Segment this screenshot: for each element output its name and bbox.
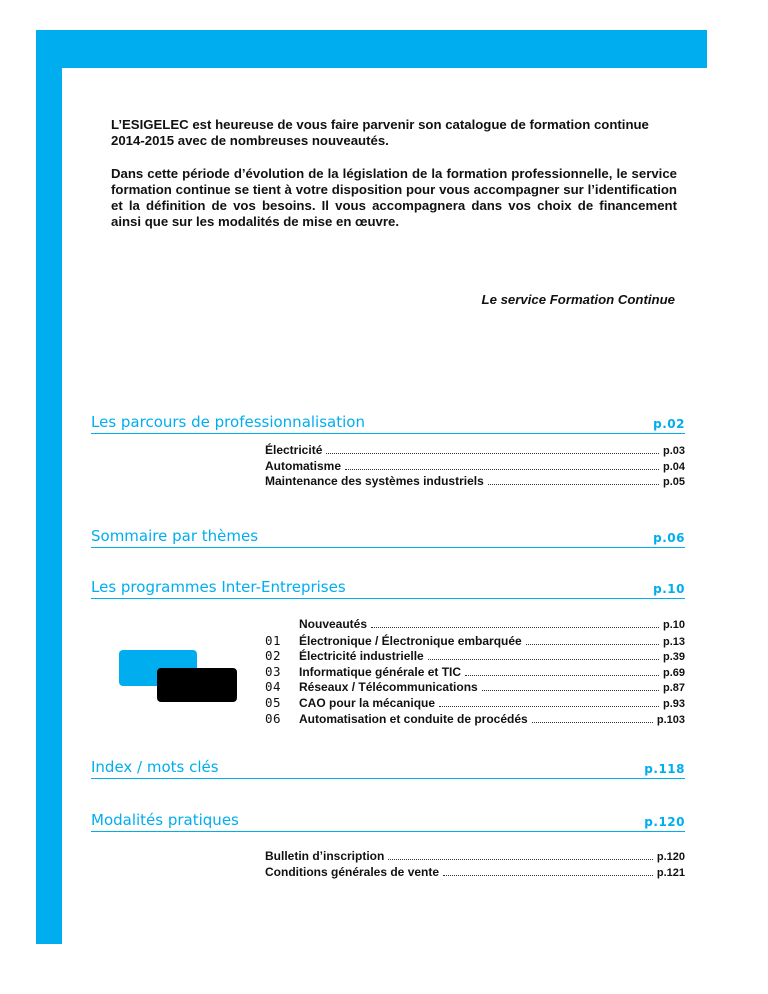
section-page: p.120 [644, 815, 685, 829]
dot-leader [388, 859, 653, 860]
toc-entry[interactable] [265, 711, 685, 727]
section-sommaire[interactable] [91, 525, 685, 548]
dot-leader [465, 675, 659, 676]
programmes-list [265, 617, 685, 726]
toc-page: p.69 [662, 666, 685, 679]
toc-page: p.03 [662, 445, 685, 457]
signature: Le service Formation Continue [481, 292, 675, 307]
section-page: p.06 [653, 531, 685, 545]
theme-number: 06 [265, 710, 282, 726]
dot-leader [526, 644, 659, 645]
dot-leader [482, 690, 659, 691]
toc-entry[interactable] [265, 474, 685, 490]
toc-label: Automatisation et conduite de procédés [299, 711, 528, 726]
toc-entry[interactable] [265, 865, 685, 881]
theme-number: 03 [265, 663, 282, 679]
toc-entry[interactable] [265, 648, 685, 664]
theme-number: 01 [265, 632, 282, 648]
toc-page: p.121 [656, 866, 685, 879]
theme-number: 04 [265, 679, 282, 695]
toc-label: Automatisme [265, 458, 342, 473]
theme-number: 05 [265, 694, 282, 710]
toc-page: p.93 [662, 697, 685, 710]
toc-entry[interactable] [265, 443, 685, 459]
toc-entry[interactable] [265, 695, 685, 711]
toc-entry[interactable] [265, 664, 685, 680]
theme-number: 02 [265, 648, 282, 664]
section-title[interactable]: Index / mots clés [91, 758, 219, 776]
section-title[interactable]: Les programmes Inter-Entreprises [91, 578, 346, 596]
intro-text [111, 117, 677, 247]
toc-label: Nouveautés [299, 617, 368, 631]
intro-paragraph-2: Dans cette période d’évolution de la législation de la formation professionnelle, le service formation continue se tient à votre disposition pour vous accompagner sur l’identification et la définition de vos besoins. Il vous accompagnera dans vos choix de financement ainsi que sur les modalités de mise en œuvre. [111, 165, 677, 230]
toc-page: p.39 [662, 651, 685, 664]
section-title[interactable]: Modalités pratiques [91, 811, 239, 829]
toc-entry[interactable] [265, 633, 685, 649]
toc-page: p.10 [662, 619, 685, 631]
dot-leader [428, 659, 659, 660]
toc-entry[interactable] [265, 849, 685, 865]
toc-entry[interactable] [265, 459, 685, 475]
section-page: p.02 [653, 417, 685, 431]
toc-page: p.120 [656, 851, 685, 863]
toc-label: Électricité [265, 443, 323, 457]
modalites-list [265, 849, 685, 880]
toc-page: p.13 [662, 635, 685, 648]
toc-entry[interactable] [265, 617, 685, 633]
toc-label: Réseaux / Télécommunications [299, 680, 478, 695]
toc-entry[interactable] [265, 679, 685, 695]
toc-label: Électricité industrielle [299, 649, 424, 664]
section-page: p.10 [653, 582, 685, 596]
toc-label: Électronique / Électronique embarquée [299, 633, 522, 648]
dot-leader [488, 484, 659, 485]
toc-label: CAO pour la mécanique [299, 695, 436, 710]
toc-label: Bulletin d’inscription [265, 849, 385, 863]
section-programmes[interactable] [91, 576, 685, 599]
dot-leader [532, 722, 653, 723]
section-index[interactable] [91, 756, 685, 779]
cyan-frame-left [36, 30, 62, 944]
dot-leader [371, 627, 659, 628]
toc-label: Informatique générale et TIC [299, 664, 462, 679]
toc-page: p.04 [662, 460, 685, 473]
toc-label: Conditions générales de vente [265, 864, 440, 879]
cyan-frame-top [36, 30, 707, 68]
decorative-black-box [157, 668, 237, 702]
section-title[interactable]: Les parcours de professionnalisation [91, 413, 365, 431]
section-parcours[interactable] [91, 411, 685, 434]
dot-leader [443, 875, 653, 876]
toc-page: p.05 [662, 476, 685, 488]
dot-leader [345, 469, 659, 470]
section-modalites[interactable] [91, 809, 685, 832]
toc-page: p.103 [656, 713, 685, 726]
parcours-list [265, 443, 685, 490]
section-page: p.118 [644, 762, 685, 776]
dot-leader [326, 453, 659, 454]
section-title[interactable]: Sommaire par thèmes [91, 527, 259, 545]
toc-label: Maintenance des systèmes industriels [265, 474, 484, 488]
dot-leader [439, 706, 659, 707]
intro-paragraph-1: L’ESIGELEC est heureuse de vous faire parvenir son catalogue de formation continue 2014-2015 avec de nombreuses nouveautés. [111, 117, 649, 149]
toc-page: p.87 [662, 682, 685, 695]
